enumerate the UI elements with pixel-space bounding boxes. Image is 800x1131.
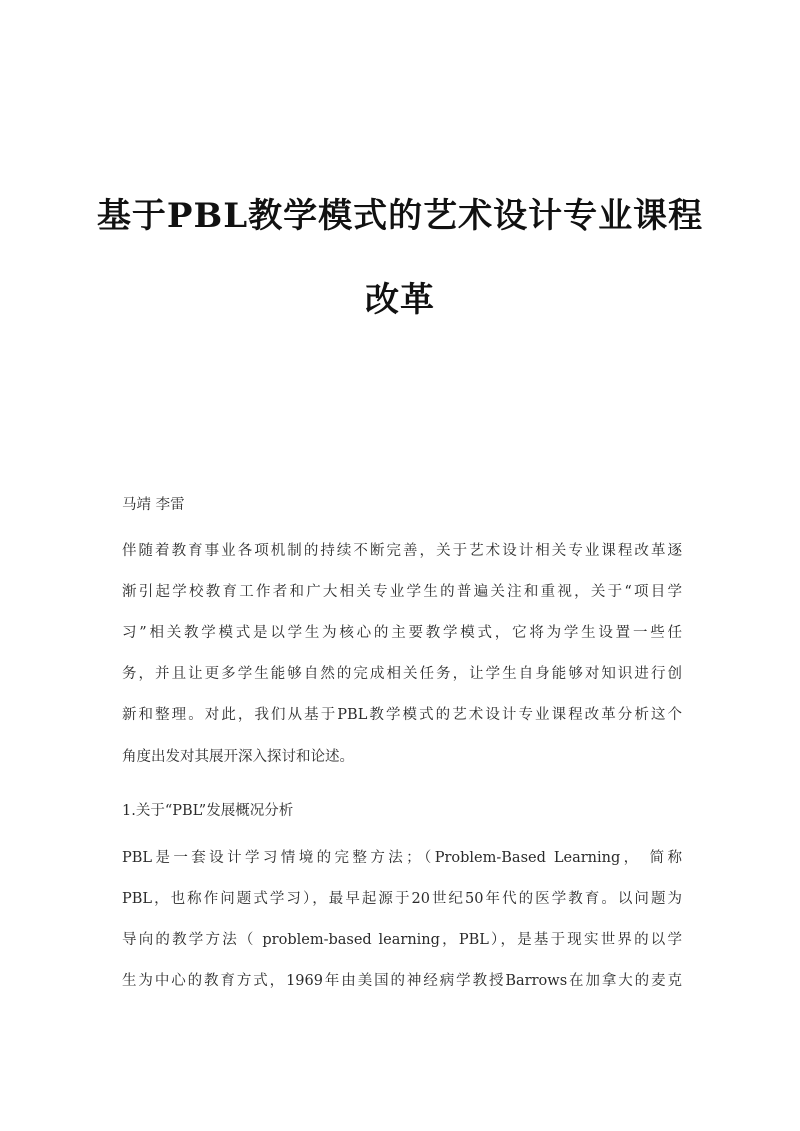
section-line: 生为中心的教育方式，1969年由美国的神经病学教授Barrows在加拿大的麦克 [122, 973, 682, 989]
abstract-line: 伴随着教育事业各项机制的持续不断完善，关于艺术设计相关专业课程改革逐 [122, 543, 682, 559]
section-line: 导向的教学方法（ problem-based learning，PBL），是基于现实世界的以学 [122, 932, 682, 948]
document-title-line-1: 基于PBL教学模式的艺术设计专业课程 [96, 196, 704, 236]
section-line: PBL，也称作问题式学习），最早起源于20世纪50年代的医学教育。以问题为 [122, 891, 682, 907]
abstract-line: 新和整理。对此，我们从基于PBL教学模式的艺术设计专业课程改革分析这个 [122, 707, 682, 723]
abstract-line: 习”相关教学模式是以学生为核心的主要教学模式，它将为学生设置一些任 [122, 625, 682, 641]
section-heading: 1.关于“PBL”发展概况分析 [122, 803, 294, 819]
document-title-line-2: 改革 [365, 280, 435, 320]
authors: 马靖 李雷 [122, 497, 185, 513]
abstract-line: 务，并且让更多学生能够自然的完成相关任务，让学生自身能够对知识进行创 [122, 666, 682, 682]
section-line: PBL是一套设计学习情境的完整方法；（Problem-Based Learning， 简称 [122, 850, 682, 866]
abstract-line: 渐引起学校教育工作者和广大相关专业学生的普遍关注和重视，关于“项目学 [122, 584, 682, 600]
abstract-line: 角度出发对其展开深入探讨和论述。 [122, 749, 354, 765]
